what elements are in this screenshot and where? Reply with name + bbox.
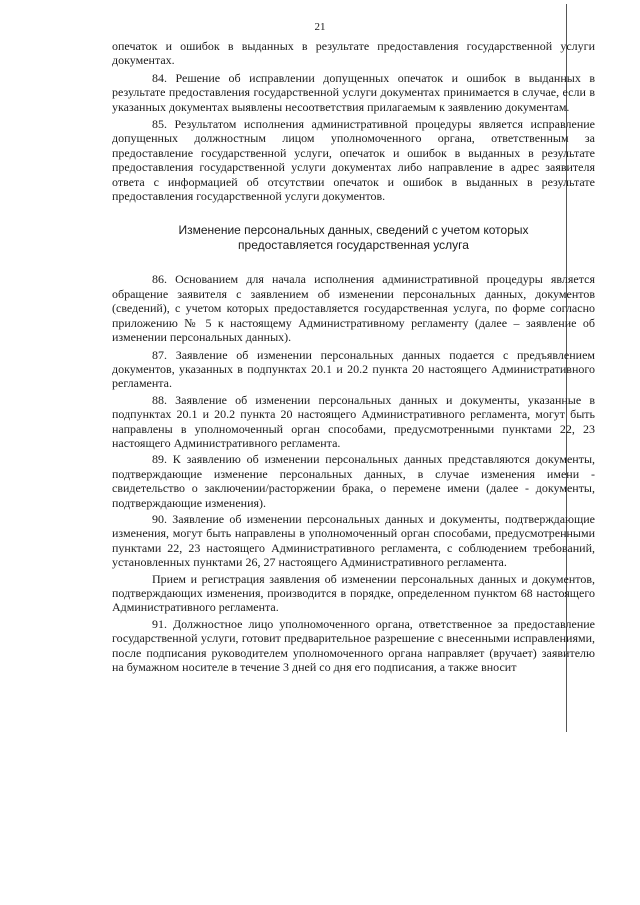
paragraph-85: 85. Результатом исполнения административной процедуры является исправление допущенных должностным лицом уполномоченного органа, ответственным за предоставление государственной услуги, опечаток и ошибок в выданных в результате предоставления государственной услуги документах либо направление в адрес заявителя ответа с информацией об отсутствии опечаток и ошибок в выданных в результате предоставления государственной услуги документов. (112, 117, 595, 204)
paragraph-83-continuation: опечаток и ошибок в выданных в результате предоставления государственной услуги документах. (112, 39, 595, 68)
paragraph-91: 91. Должностное лицо уполномоченного органа, ответственное за предоставление государственной услуги, готовит предварительное разрешение с внесенными исправлениями, после подписания руководителем уполномоченного органа направляет (вручает) заявителю на бумажном носителе в течение 3 дней со дня его подписания, а также вносит (112, 616, 595, 675)
section-heading-line-2: предоставляется государственная услуга (238, 238, 469, 253)
paragraph-90: 90. Заявление об изменении персональных данных и документы, подтверждающие изменения, могут быть направлены в уполномоченный орган способами, предусмотренными пунктами 22, 23 настоящего Административного регламента, с соблюдением требований, установленных пунктами 26, 27 настоящего Административного регламента. (112, 511, 595, 570)
paragraph-90-reception: Прием и регистрация заявления об изменении персональных данных и документов, подтверждающих изменения, производится в порядке, определенном пунктом 68 настоящего Административного регламента. (112, 571, 595, 615)
section-heading (112, 223, 595, 253)
paragraph-84: 84. Решение об исправлении допущенных опечаток и ошибок в выданных в результате предоставления государственной услуги документах принимается в случае, если в указанных документах выявлены несоответствия прилагаемым к заявлению документам. (112, 70, 595, 114)
section-heading-line-1: Изменение персональных данных, сведений с учетом которых (178, 223, 529, 238)
page-number: 21 (314, 21, 326, 33)
document-body (112, 39, 595, 676)
paragraph-87: 87. Заявление об изменении персональных данных подается с предъявлением документов, указанных в подпунктах 20.1 и 20.2 пункта 20 настоящего Административного регламента. (112, 347, 595, 391)
paragraph-86: 86. Основанием для начала исполнения административной процедуры является обращение заявителя с заявлением об изменении персональных данных, документов (сведений), с учетом которых предоставляется государственная услуга, по форме согласно приложению № 5 к настоящему Административному регламенту (далее – заявление об изменении персональных данных). (112, 272, 595, 345)
paragraph-89: 89. К заявлению об изменении персональных данных представляются документы, подтверждающие изменение персональных данных, в случае изменения имени - свидетельство о заключении/расторжении брака, о перемене имени (далее - документы, подтверждающие изменения). (112, 452, 595, 510)
paragraph-88: 88. Заявление об изменении персональных данных и документы, указанные в подпунктах 20.1 и 20.2 пункта 20 настоящего Административного регламента, могут быть направлены в уполномоченный орган способами, предусмотренными пунктами 22, 23 настоящего Административного регламента. (112, 392, 595, 450)
